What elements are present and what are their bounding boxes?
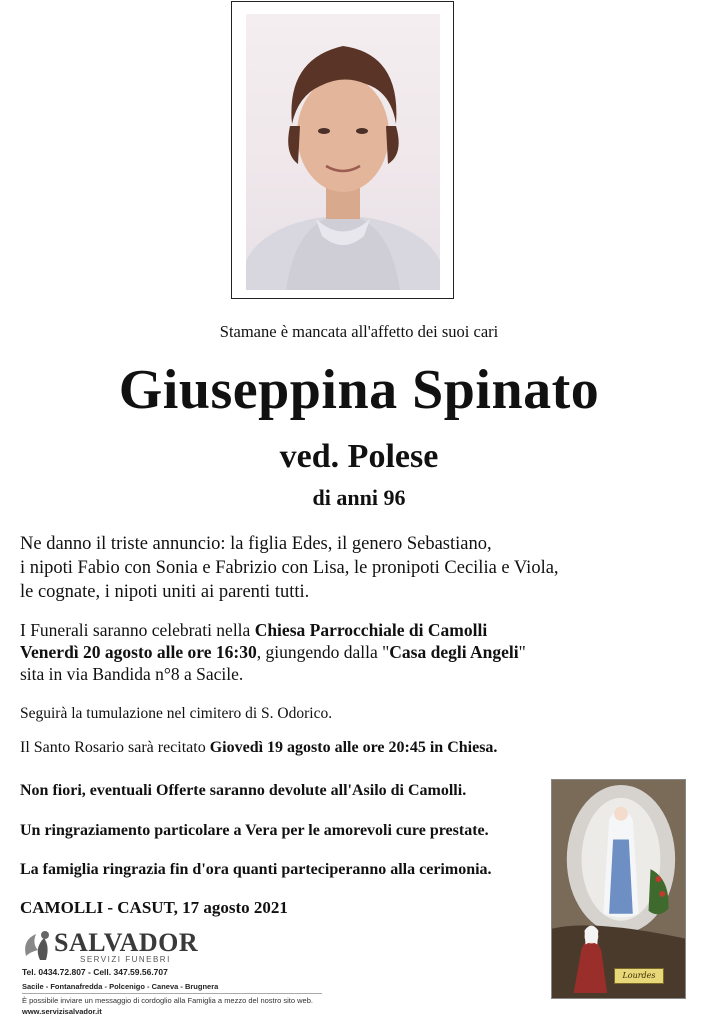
agency-logo (20, 926, 199, 968)
funeral-line: sita in via Bandida n°8 a Sacile. (20, 664, 244, 684)
funeral-line (20, 619, 620, 641)
funeral-paragraph (20, 619, 620, 685)
announcement-paragraph (20, 532, 620, 604)
portrait-photo (246, 14, 440, 290)
agency-website[interactable]: www.servizisalvador.it (22, 1007, 102, 1016)
funeral-datetime: Venerdì 20 agosto alle ore 16:30 (20, 642, 257, 662)
agency-subtitle: SERVIZI FUNEBRI (80, 955, 171, 964)
rosary-line (20, 736, 620, 760)
announcement-line: i nipoti Fabio con Sonia e Fabrizio con Lisa, le pronipoti Cecilia e Viola, (20, 558, 559, 578)
funeral-origin: Casa degli Angeli (389, 642, 519, 662)
thanks-vera-line: Un ringraziamento particolare a Vera per le amorevoli cure prestate. (20, 822, 489, 839)
portrait-frame (231, 1, 454, 299)
funeral-post: " (518, 642, 526, 662)
agency-name: SALVADOR (54, 928, 199, 957)
place-date-line: CAMOLLI - CASUT, 17 agosto 2021 (20, 898, 288, 917)
rosary-bold: Giovedì 19 agosto alle ore 20:45 in Chiesa. (209, 739, 498, 756)
agency-phones: Tel. 0434.72.807 - Cell. 347.59.56.707 (22, 967, 168, 977)
footer-divider (22, 993, 322, 994)
funeral-mid: , giungendo dalla " (256, 642, 390, 662)
agency-towns: Sacile - Fontanafredda - Polcenigo - Caneva - Brugnera (22, 982, 219, 991)
rosary-pre: Il Santo Rosario sarà recitato (20, 739, 210, 756)
intro-line: Stamane è mancata all'affetto dei suoi cari (219, 322, 499, 341)
funeral-line (20, 641, 620, 663)
deceased-name: Giuseppina Spinato (118, 359, 600, 421)
burial-line: Seguirà la tumulazione nel cimitero di S. Odorico. (20, 705, 333, 722)
announcement-line: Ne danno il triste annuncio: la figlia Edes, il genero Sebastiano, (20, 534, 492, 554)
funeral-church: Chiesa Parrocchiale di Camolli (254, 620, 488, 640)
holy-card-label: Lourdes (614, 968, 664, 984)
announcement-line: le cognate, i nipoti uniti ai parenti tutti. (20, 582, 310, 602)
holy-card-image (551, 779, 686, 999)
married-name: ved. Polese (279, 438, 439, 475)
funeral-pre: I Funerali saranno celebrati nella (20, 620, 255, 640)
condolence-notice: È possibile inviare un messaggio di cordoglio alla Famiglia a mezzo del nostro sito web. (22, 996, 313, 1005)
flowers-line: Non fiori, eventuali Offerte saranno devolute all'Asilo di Camolli. (20, 782, 467, 799)
age-line: di anni 96 (312, 485, 406, 510)
thanks-all-line: La famiglia ringrazia fin d'ora quanti parteciperanno alla cerimonia. (20, 861, 492, 878)
